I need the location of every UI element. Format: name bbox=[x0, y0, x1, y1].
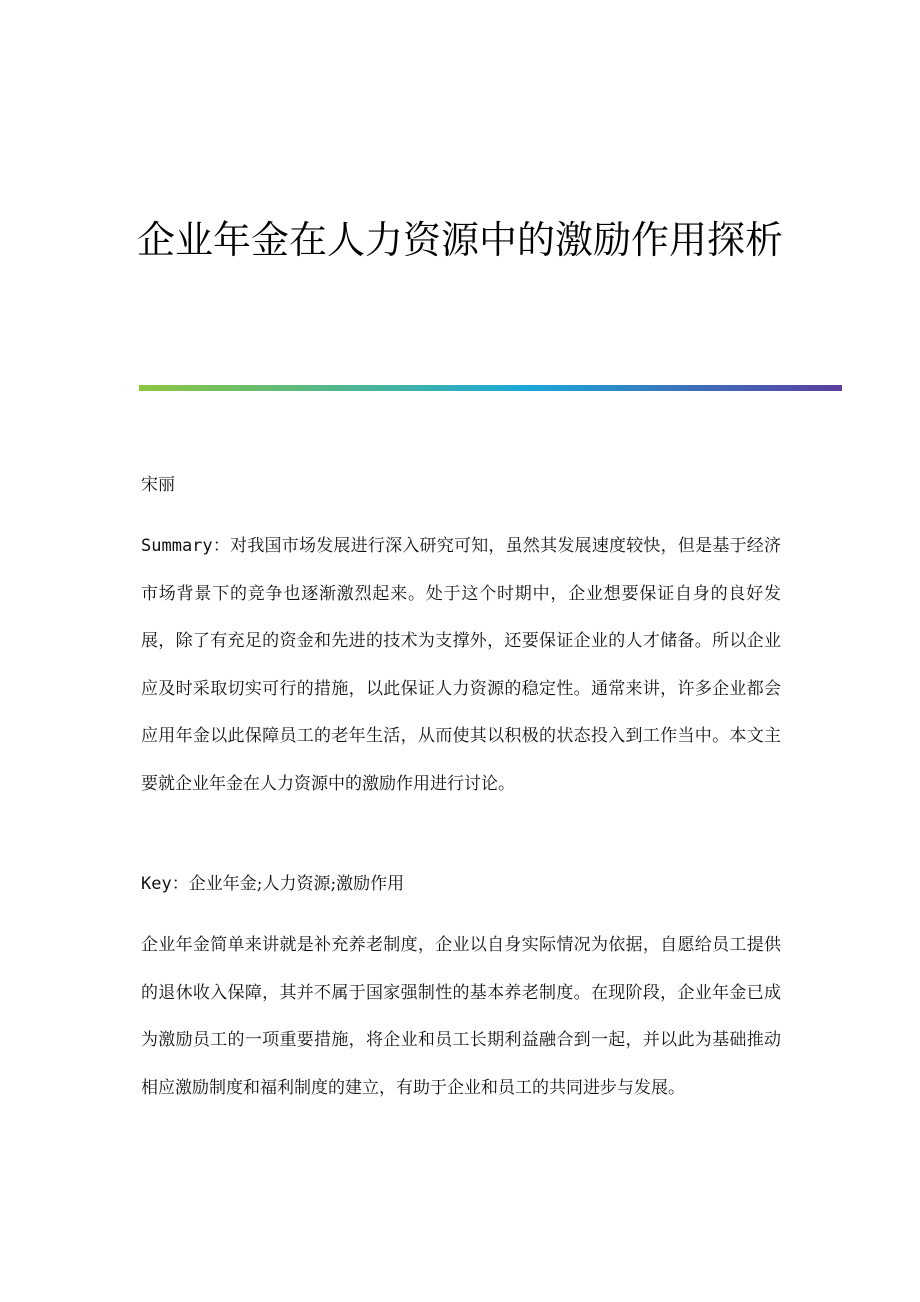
body-paragraph: 企业年金简单来讲就是补充养老制度，企业以自身实际情况为依据，自愿给员工提供的退休收入保障，其并不属于国家强制性的基本养老制度。在现阶段，企业年金已成为激励员工的一项重要措施，将企业和员工长期利益融合到一起，并以此为基础推动相应激励制度和福利制度的建立，有助于企业和员工的共同进步与发展。 bbox=[141, 935, 781, 1098]
author-name: 宋丽 bbox=[141, 475, 175, 495]
summary-paragraph bbox=[141, 523, 781, 809]
summary-label: Summary： bbox=[141, 536, 231, 556]
keywords-line bbox=[141, 869, 781, 899]
document-title: 企业年金在人力资源中的激励作用探析 bbox=[136, 218, 783, 262]
title-gradient-rule bbox=[139, 385, 842, 391]
summary-text: 对我国市场发展进行深入研究可知，虽然其发展速度较快，但是基于经济市场背景下的竞争也逐渐激烈起来。处于这个时期中，企业想要保证自身的良好发展，除了有充足的资金和先进的技术为支撑外，还要保证企业的人才储备。所以企业应及时采取切实可行的措施，以此保证人力资源的稳定性。通常来讲，许多企业都会应用年金以此保障员工的老年生活，从而使其以积极的状态投入到工作当中。本文主要就企业年金在人力资源中的激励作用进行讨论。 bbox=[141, 536, 781, 794]
keywords-text: 企业年金;人力资源;激励作用 bbox=[188, 874, 405, 894]
keywords-label: Key： bbox=[141, 874, 189, 894]
